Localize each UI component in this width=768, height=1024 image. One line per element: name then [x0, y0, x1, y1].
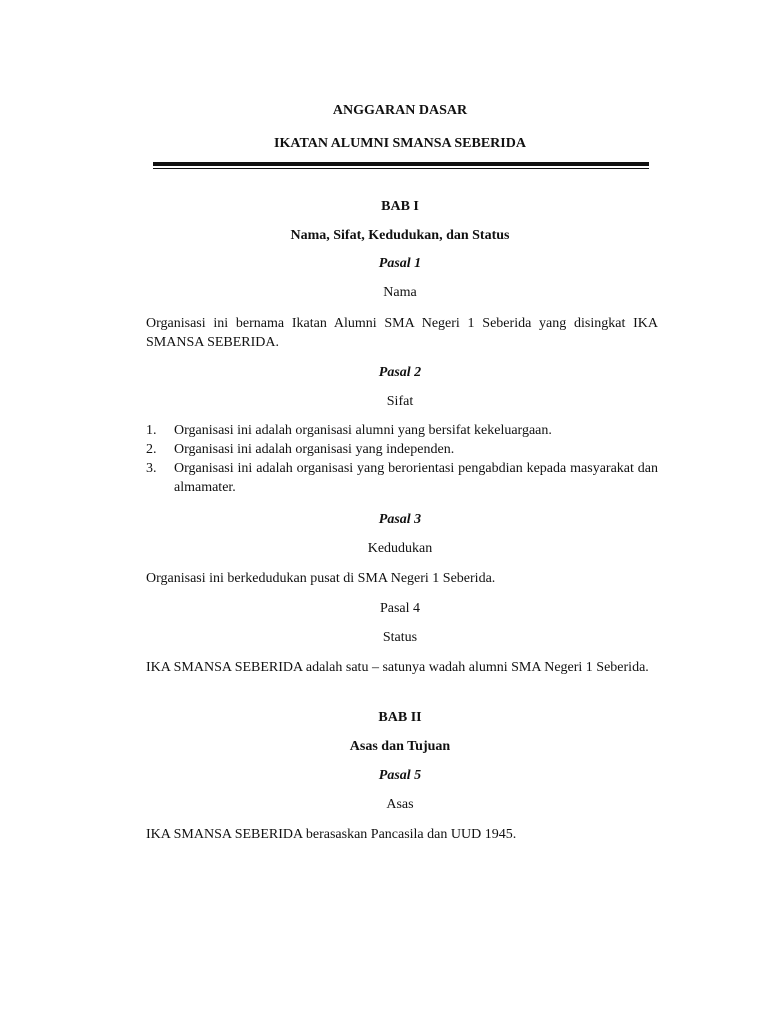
- document-title: ANGGARAN DASAR: [332, 103, 468, 118]
- pasal1-text: Organisasi ini bernama Ikatan Alumni SMA Negeri 1 Seberida yang disingkat IKA SMANSA SEBERIDA.: [146, 316, 658, 350]
- pasal2-name: Sifat: [386, 394, 414, 409]
- pasal2-list: [146, 421, 658, 497]
- bab1-title: Nama, Sifat, Kedudukan, dan Status: [290, 228, 510, 243]
- list-item-text: Organisasi ini adalah organisasi yang independen.: [174, 442, 455, 457]
- pasal4-label: Pasal 4: [379, 601, 421, 616]
- list-item-number: 2.: [146, 442, 157, 457]
- pasal5-label: Pasal 5: [378, 768, 422, 783]
- bab2-title: Asas dan Tujuan: [349, 739, 451, 754]
- list-item: [146, 421, 658, 440]
- title-rule-thick: [153, 162, 649, 166]
- list-item-text: Organisasi ini adalah organisasi alumni yang bersifat kekeluargaan.: [174, 423, 552, 438]
- pasal5-name: Asas: [386, 797, 414, 812]
- list-item-text: Organisasi ini adalah organisasi yang berorientasi pengabdian kepada masyarakat dan almamater.: [174, 461, 658, 495]
- document-subtitle: IKATAN ALUMNI SMANSA SEBERIDA: [274, 136, 526, 151]
- pasal1-label: Pasal 1: [378, 256, 422, 271]
- list-item: [146, 440, 658, 459]
- bab1-heading: BAB I: [381, 199, 419, 214]
- pasal2-label: Pasal 2: [378, 365, 422, 380]
- list-item-number: 1.: [146, 423, 157, 438]
- pasal5-text: IKA SMANSA SEBERIDA berasaskan Pancasila dan UUD 1945.: [146, 827, 517, 842]
- pasal3-text: Organisasi ini berkedudukan pusat di SMA Negeri 1 Seberida.: [146, 571, 496, 586]
- pasal1-name: Nama: [383, 285, 417, 300]
- bab2-heading: BAB II: [378, 710, 422, 725]
- pasal4-text: IKA SMANSA SEBERIDA adalah satu – satunya wadah alumni SMA Negeri 1 Seberida.: [146, 660, 649, 675]
- list-item: [146, 459, 658, 497]
- pasal3-name: Kedudukan: [367, 541, 433, 556]
- pasal4-name: Status: [382, 630, 418, 645]
- pasal3-label: Pasal 3: [378, 512, 422, 527]
- list-item-number: 3.: [146, 461, 157, 476]
- title-rule-thin: [153, 168, 649, 169]
